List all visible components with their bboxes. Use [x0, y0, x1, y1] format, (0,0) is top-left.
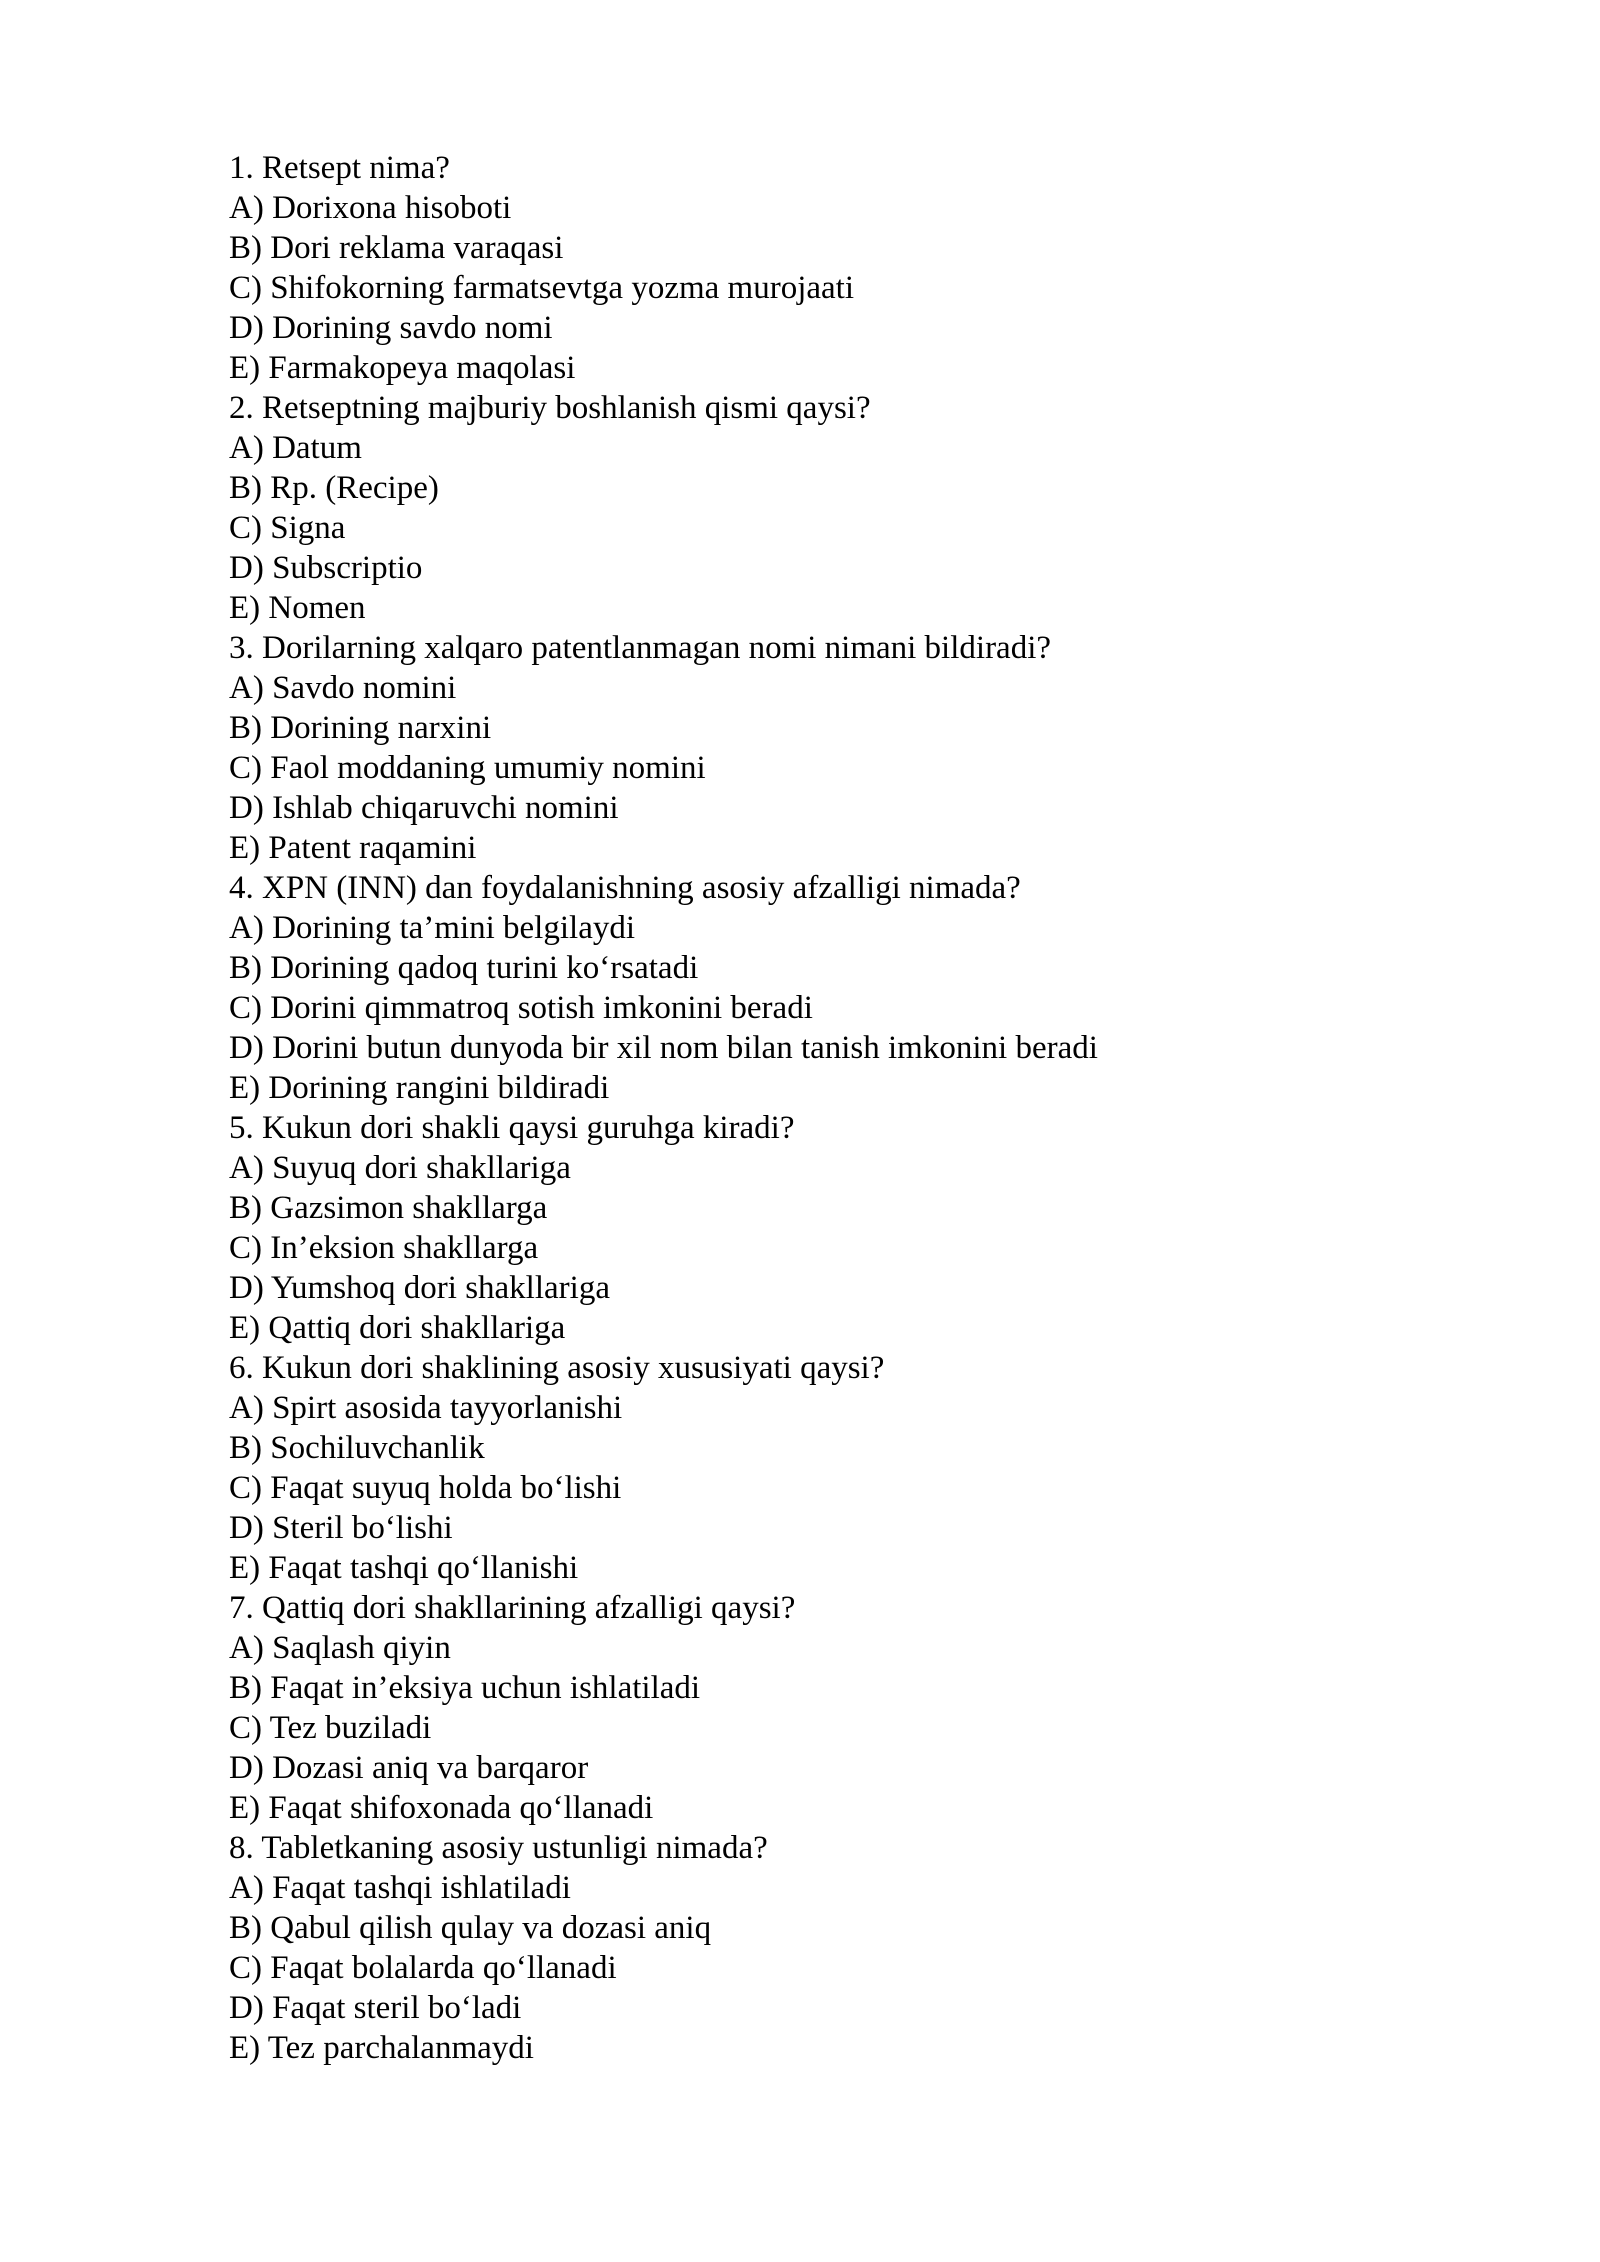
question-2-option-E: E) Nomen	[229, 590, 366, 626]
question-1-option-E: E) Farmakopeya maqolasi	[229, 350, 576, 386]
question-3-option-B: B) Dorining narxini	[229, 710, 492, 746]
question-2-option-C: C) Signa	[229, 510, 346, 546]
question-7-text: 7. Qattiq dori shakllarining afzalligi qaysi?	[229, 1590, 796, 1626]
question-7-option-C: C) Tez buziladi	[229, 1710, 432, 1746]
question-5-option-D: D) Yumshoq dori shakllariga	[229, 1270, 610, 1306]
question-1-option-D: D) Dorining savdo nomi	[229, 310, 553, 346]
question-8-option-C: C) Faqat bolalarda qo‘llanadi	[229, 1950, 617, 1986]
question-6-option-A: A) Spirt asosida tayyorlanishi	[229, 1390, 623, 1426]
question-5-option-C: C) In’eksion shakllarga	[229, 1230, 539, 1266]
question-8-option-E: E) Tez parchalanmaydi	[229, 2030, 534, 2066]
question-4-option-E: E) Dorining rangini bildiradi	[229, 1070, 610, 1106]
question-6-text: 6. Kukun dori shaklining asosiy xususiyati qaysi?	[229, 1350, 885, 1386]
question-1-option-B: B) Dori reklama varaqasi	[229, 230, 564, 266]
question-6-option-C: C) Faqat suyuq holda bo‘lishi	[229, 1470, 622, 1506]
question-3-option-E: E) Patent raqamini	[229, 830, 477, 866]
question-3-option-A: A) Savdo nomini	[229, 670, 457, 706]
question-7-option-B: B) Faqat in’eksiya uchun ishlatiladi	[229, 1670, 701, 1706]
question-8-option-D: D) Faqat steril bo‘ladi	[229, 1990, 522, 2026]
question-4-option-A: A) Dorining ta’mini belgilaydi	[229, 910, 636, 946]
question-1-text: 1. Retsept nima?	[229, 150, 450, 186]
question-7-option-D: D) Dozasi aniq va barqaror	[229, 1750, 589, 1786]
question-4-text: 4. XPN (INN) dan foydalanishning asosiy afzalligi nimada?	[229, 870, 1021, 906]
question-4-option-D: D) Dorini butun dunyoda bir xil nom bilan tanish imkonini beradi	[229, 1030, 1098, 1066]
question-5-text: 5. Kukun dori shakli qaysi guruhga kiradi?	[229, 1110, 795, 1146]
question-6-option-B: B) Sochiluvchanlik	[229, 1430, 485, 1466]
question-6-option-E: E) Faqat tashqi qo‘llanishi	[229, 1550, 579, 1586]
question-8-option-A: A) Faqat tashqi ishlatiladi	[229, 1870, 571, 1906]
question-5-option-A: A) Suyuq dori shakllariga	[229, 1150, 571, 1186]
question-2-option-D: D) Subscriptio	[229, 550, 423, 586]
question-8-text: 8. Tabletkaning asosiy ustunligi nimada?	[229, 1830, 768, 1866]
quiz-content	[229, 148, 1489, 2068]
question-4-option-B: B) Dorining qadoq turini ko‘rsatadi	[229, 950, 699, 986]
question-2-option-B: B) Rp. (Recipe)	[229, 470, 439, 506]
question-8-option-B: B) Qabul qilish qulay va dozasi aniq	[229, 1910, 712, 1946]
question-1-option-A: A) Dorixona hisoboti	[229, 190, 512, 226]
question-7-option-E: E) Faqat shifoxonada qo‘llanadi	[229, 1790, 654, 1826]
question-2-text: 2. Retseptning majburiy boshlanish qismi qaysi?	[229, 390, 871, 426]
question-6-option-D: D) Steril bo‘lishi	[229, 1510, 453, 1546]
question-5-option-B: B) Gazsimon shakllarga	[229, 1190, 548, 1226]
question-7-option-A: A) Saqlash qiyin	[229, 1630, 451, 1666]
question-2-option-A: A) Datum	[229, 430, 362, 466]
question-5-option-E: E) Qattiq dori shakllariga	[229, 1310, 566, 1346]
question-4-option-C: C) Dorini qimmatroq sotish imkonini beradi	[229, 990, 813, 1026]
question-3-text: 3. Dorilarning xalqaro patentlanmagan nomi nimani bildiradi?	[229, 630, 1052, 666]
question-3-option-D: D) Ishlab chiqaruvchi nomini	[229, 790, 619, 826]
question-3-option-C: C) Faol moddaning umumiy nomini	[229, 750, 706, 786]
question-1-option-C: C) Shifokorning farmatsevtga yozma murojaati	[229, 270, 855, 306]
